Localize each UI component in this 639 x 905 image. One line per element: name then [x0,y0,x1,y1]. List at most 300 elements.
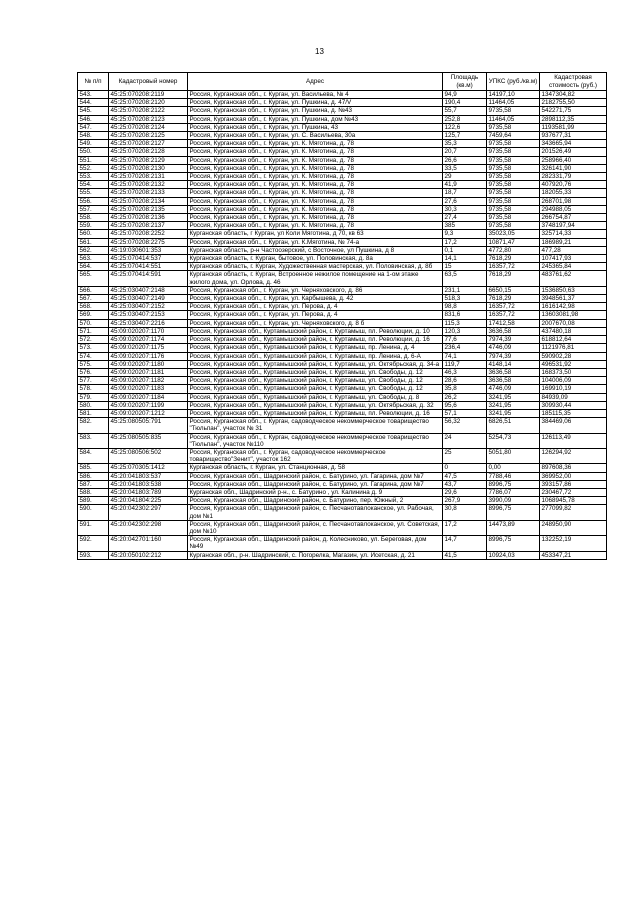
cell-cadastral: 45:25:070208:2136 [109,214,188,222]
cell-cadastral: 45:25:070208:2131 [109,173,188,181]
cell-area: 98,8 [443,303,487,311]
cell-num: 543. [78,91,109,99]
cell-cadastral: 45:20:041803:537 [109,472,188,480]
table-row [78,123,607,131]
cell-cadastral: 45:25:080505:791 [109,418,188,433]
table-row [78,352,607,360]
cell-num: 547. [78,123,109,131]
cell-area: 125,7 [443,132,487,140]
cell-num: 570. [78,319,109,327]
cell-cadastral: 45:20:041804:225 [109,497,188,505]
header-num: № п/п [78,73,109,91]
table-row [78,472,607,480]
cell-num: 557. [78,205,109,213]
cell-area: 77,6 [443,336,487,344]
cell-num: 582. [78,418,109,433]
cell-address: Россия, Курганская обл., Шадринский район, д. Колесниково, ул. Береговая, дом №49 [188,536,443,551]
table-row [78,520,607,535]
cell-area: 122,6 [443,123,487,131]
cell-cost: 542271,75 [540,107,607,115]
cell-cost: 84939,09 [540,393,607,401]
table-row [78,181,607,189]
cell-cadastral: 45:25:070208:2275 [109,238,188,246]
cell-cost: 126294,92 [540,448,607,463]
cell-num: 548. [78,132,109,140]
cell-area: 231,1 [443,286,487,294]
table-row [78,164,607,172]
cell-area: 26,6 [443,156,487,164]
table-header-row [78,73,607,91]
cell-num: 549. [78,140,109,148]
cell-area: 24 [443,433,487,448]
cell-area: 27,6 [443,197,487,205]
header-address: Адрес [188,73,443,91]
cell-cost: 326141,90 [540,164,607,172]
cell-cadastral: 45:09:020207:1180 [109,360,188,368]
cell-area: 41,5 [443,551,487,559]
cell-area: 28,6 [443,377,487,385]
cell-cost: 132252,19 [540,536,607,551]
table-row [78,433,607,448]
table-row [78,480,607,488]
cell-upks: 14197,10 [487,91,540,99]
cell-area: 190,4 [443,99,487,107]
cell-cost: 897608,36 [540,464,607,472]
cell-cost: 230467,72 [540,488,607,496]
cell-area: 35,3 [443,140,487,148]
cell-cost: 282331,79 [540,173,607,181]
cell-upks: 9735,58 [487,140,540,148]
cell-address: Россия, Курганская обл., Куртамышский район, г. Куртамыш, пл. Революции, д. 16 [188,336,443,344]
cell-upks: 16357,72 [487,303,540,311]
table-row [78,385,607,393]
cell-area: 25 [443,448,487,463]
table-row [78,448,607,463]
cell-num: 568. [78,303,109,311]
cell-upks: 7788,46 [487,472,540,480]
cell-cost: 1068945,78 [540,497,607,505]
table-row [78,360,607,368]
cell-cadastral: 45:25:070208:2135 [109,205,188,213]
cell-area: 63,5 [443,271,487,286]
cell-cost: 590902,28 [540,352,607,360]
table-row [78,464,607,472]
cell-address: Россия, Курганская обл., г. Курган, ул. Пушкина, дом №43 [188,115,443,123]
cell-cadastral: 45:25:070208:2137 [109,222,188,230]
table-row [78,393,607,401]
cell-upks: 3990,09 [487,497,540,505]
cell-address: Россия, Курганская обл., г. Курган, ул. К. Мяготина, д. 78 [188,148,443,156]
cell-cost: 393157,86 [540,480,607,488]
cell-cost: 437480,18 [540,327,607,335]
cell-num: 585. [78,464,109,472]
cell-cadastral: 45:25:070208:2252 [109,230,188,238]
cell-num: 589. [78,497,109,505]
cell-upks: 17412,58 [487,319,540,327]
cell-cost: 107417,93 [540,255,607,263]
cell-num: 563. [78,255,109,263]
cell-upks: 4746,09 [487,385,540,393]
table-row [78,189,607,197]
cell-upks: 3636,58 [487,368,540,376]
cell-address: Курганская область, г. Курган, Художественная мастерская, ул. Половинская, д. 8б [188,263,443,271]
cell-address: Россия, Курганская обл., Куртамышский район, г. Куртамыш, ул. Свободы, д. 12 [188,368,443,376]
cell-cadastral: 45:25:070414:537 [109,255,188,263]
cell-num: 579. [78,393,109,401]
cell-address: Курганская область, р-н Частоозерский, с Восточное, ул Пушкина, д 8 [188,246,443,254]
cell-cost: 1347304,82 [540,91,607,99]
page-number: 13 [315,47,324,56]
cell-upks: 4746,09 [487,344,540,352]
cell-cadastral: 45:25:030407:2153 [109,311,188,319]
cell-cadastral: 45:25:070208:2123 [109,115,188,123]
cell-num: 567. [78,295,109,303]
cell-area: 41,9 [443,181,487,189]
cell-cost: 185115,35 [540,409,607,417]
cell-cadastral: 45:25:030407:2216 [109,319,188,327]
cell-upks: 3636,58 [487,327,540,335]
cell-area: 94,9 [443,91,487,99]
cell-area: 35,8 [443,385,487,393]
cell-cost: 937677,31 [540,132,607,140]
table-row [78,319,607,327]
cell-cadastral: 45:25:070305:1412 [109,464,188,472]
table-row [78,107,607,115]
table-row [78,197,607,205]
cell-num: 591. [78,520,109,535]
cell-address: Курганская область, г. Курган, бытовое, ул. Половинская, д. 8а [188,255,443,263]
cell-num: 576. [78,368,109,376]
cell-address: Россия, Курганская обл., г. Курган, ул. К. Мяготина, д. 78 [188,222,443,230]
cell-address: Россия, Курганская обл., г. Курган, ул. К. Мяготина, д. 78 [188,140,443,148]
cell-area: 119,7 [443,360,487,368]
cell-num: 574. [78,352,109,360]
cell-cost: 258966,40 [540,156,607,164]
cell-area: 385 [443,222,487,230]
cell-upks: 9735,58 [487,214,540,222]
cell-cost: 294988,05 [540,205,607,213]
cell-area: 115,3 [443,319,487,327]
table-row [78,91,607,99]
table-row [78,214,607,222]
cell-upks: 4148,14 [487,360,540,368]
cell-upks: 9735,58 [487,197,540,205]
cell-area: 14,7 [443,536,487,551]
cell-cost: 3948561,37 [540,295,607,303]
cell-address: Россия, Курганская обл., Шадринский район, с. Батурино, ул. Гагарина, дом №7 [188,472,443,480]
cell-address: Россия, Курганская обл., Шадринский район, с. Батурино, ул. Гагарина, дом №7 [188,480,443,488]
cell-upks: 7618,29 [487,295,540,303]
cell-num: 578. [78,385,109,393]
cell-num: 560. [78,230,109,238]
cell-num: 575. [78,360,109,368]
cell-cost: 1121976,81 [540,344,607,352]
cell-cost: 266754,87 [540,214,607,222]
cell-cadastral: 45:20:042302:298 [109,520,188,535]
cell-address: Курганская область, г. Курган, Встроенное нежилое помещение на 1-ом этаже жилого дома, ул. Орлова, д. 46 [188,271,443,286]
cell-address: Курганская обл., р-н. Шадринский, с. Погорелка, Магазин, ул. Исетская, д. 21 [188,551,443,559]
cell-num: 562. [78,246,109,254]
cell-area: 30,3 [443,205,487,213]
cell-address: Курганская обл., Шадринский р-н., с. Батурино , ул. Калинина д. 9 [188,488,443,496]
cell-upks: 7974,39 [487,336,540,344]
cell-upks: 7974,39 [487,352,540,360]
table-row [78,505,607,520]
table-row [78,263,607,271]
cadastral-table [77,72,607,560]
cell-upks: 5051,80 [487,448,540,463]
cell-cadastral: 45:20:041803:538 [109,480,188,488]
cell-address: Россия, Курганская обл., Куртамышский район, г. Куртамыш, ул. Свободы, д. 12 [188,377,443,385]
cell-upks: 9735,58 [487,156,540,164]
cell-upks: 9735,58 [487,205,540,213]
cell-cost: 477,28 [540,246,607,254]
cell-area: 17,2 [443,520,487,535]
cell-cost: 1193581,99 [540,123,607,131]
table-row [78,255,607,263]
cell-cost: 169910,19 [540,385,607,393]
cell-num: 544. [78,99,109,107]
cell-area: 74,1 [443,352,487,360]
cell-area: 9,3 [443,230,487,238]
cell-address: Россия, Курганская обл., Куртамышский район, г. Куртамыш, пл. Революции, д. 16 [188,409,443,417]
cell-cadastral: 45:25:070414:591 [109,271,188,286]
table-row [78,409,607,417]
cell-num: 588. [78,488,109,496]
cell-upks: 9735,58 [487,222,540,230]
table-row [78,311,607,319]
cell-upks: 9735,58 [487,148,540,156]
table-row [78,536,607,551]
cell-address: Россия, Курганская обл., Куртамышский район, г. Куртамыш, пр. Ленина, д. 4 [188,344,443,352]
cell-cadastral: 45:09:020207:1183 [109,385,188,393]
cell-area: 29,6 [443,488,487,496]
cell-upks: 3636,58 [487,377,540,385]
cell-area: 236,4 [443,344,487,352]
table-row [78,99,607,107]
cell-cost: 182055,33 [540,189,607,197]
cell-num: 566. [78,286,109,294]
cell-address: Россия, Курганская обл., Куртамышский район, г. Куртамыш, ул. Свободы, д. 8 [188,393,443,401]
cell-num: 554. [78,181,109,189]
cell-cadastral: 45:25:070208:2119 [109,91,188,99]
cell-cadastral: 45:25:070208:2132 [109,181,188,189]
cell-cost: 126113,49 [540,433,607,448]
table-row [78,344,607,352]
table-row [78,246,607,254]
cell-area: 0,1 [443,246,487,254]
cell-cost: 496531,92 [540,360,607,368]
cell-cadastral: 45:25:030407:2149 [109,295,188,303]
cell-address: Россия, Курганская обл., г. Курган, ул. Пушкина, д. №43 [188,107,443,115]
cell-address: Россия, Курганская обл., г. Курган, ул. Перова, д. 4 [188,311,443,319]
cell-address: Россия, Курганская обл., Шадринский район, с. Батурино, пер. Южный, 2 [188,497,443,505]
cell-num: 581. [78,409,109,417]
table-row [78,327,607,335]
cell-cost: 309930,44 [540,401,607,409]
cell-upks: 3241,95 [487,401,540,409]
table-row [78,140,607,148]
cell-area: 26,2 [443,393,487,401]
cell-num: 593. [78,551,109,559]
cell-address: Россия, Курганская обл., г. Курган, ул. К. Мяготина, д. 78 [188,214,443,222]
cell-address: Россия, Курганская обл., Шадринский район, с. Песчанотавлоканское, ул. Рабочая, дом №1 [188,505,443,520]
cell-cost: 13603081,98 [540,311,607,319]
cell-upks: 9735,58 [487,173,540,181]
table-row [78,173,607,181]
cell-cost: 201526,49 [540,148,607,156]
cell-num: 546. [78,115,109,123]
cell-cadastral: 45:25:070208:2129 [109,156,188,164]
cell-address: Россия, Курганская обл., Куртамышский район, г. Куртамыш, пр. Ленина, д. 6-А [188,352,443,360]
cell-area: 57,1 [443,409,487,417]
cell-cost: 268701,98 [540,197,607,205]
cell-area: 15 [443,263,487,271]
cell-area: 47,5 [443,472,487,480]
cell-upks: 14473,89 [487,520,540,535]
cell-upks: 0,00 [487,464,540,472]
cell-num: 571. [78,327,109,335]
cell-upks: 9735,58 [487,164,540,172]
cell-cost: 343665,94 [540,140,607,148]
cell-num: 590. [78,505,109,520]
cell-address: Курганская область, г. Курган, ул. Станционная, д. 58 [188,464,443,472]
cell-area: 831,6 [443,311,487,319]
cell-upks: 9735,58 [487,181,540,189]
cell-upks: 10924,03 [487,551,540,559]
cell-area: 0 [443,464,487,472]
cell-area: 267,9 [443,497,487,505]
cell-cadastral: 45:25:070208:2128 [109,148,188,156]
cell-upks: 16357,72 [487,311,540,319]
cell-area: 518,3 [443,295,487,303]
cell-num: 555. [78,189,109,197]
cell-cadastral: 45:09:020207:1175 [109,344,188,352]
cell-num: 552. [78,164,109,172]
table-row [78,401,607,409]
cell-area: 95,6 [443,401,487,409]
table-row [78,368,607,376]
cell-cadastral: 45:09:020207:1182 [109,377,188,385]
table-row [78,238,607,246]
cell-cadastral: 45:20:050102:212 [109,551,188,559]
cell-num: 586. [78,472,109,480]
cell-address: Россия, Курганская обл., г. Курган, ул. Перова, д. 4 [188,303,443,311]
cell-address: Россия, Курганская обл., г. Курган, ул. Пушкина, д. 47/V [188,99,443,107]
table-row [78,271,607,286]
cell-num: 564. [78,263,109,271]
cell-upks: 16357,72 [487,263,540,271]
cell-area: 43,7 [443,480,487,488]
cell-address: Россия, Курганская обл., г. Курган, ул. К. Мяготина, д. 78 [188,173,443,181]
cell-upks: 7459,64 [487,132,540,140]
cell-upks: 9735,58 [487,107,540,115]
cell-area: 252,8 [443,115,487,123]
cell-cadastral: 45:09:020207:1176 [109,352,188,360]
cell-area: 120,3 [443,327,487,335]
cell-area: 56,32 [443,418,487,433]
table-row [78,418,607,433]
cell-cost: 2007670,08 [540,319,607,327]
cell-cost: 104006,09 [540,377,607,385]
cell-cost: 384469,06 [540,418,607,433]
cell-num: 558. [78,214,109,222]
cell-cost: 186989,21 [540,238,607,246]
cell-num: 569. [78,311,109,319]
cell-upks: 9735,58 [487,123,540,131]
cell-cadastral: 45:25:070208:2133 [109,189,188,197]
cell-cost: 1536850,63 [540,286,607,294]
cell-num: 565. [78,271,109,286]
cell-address: Россия, Курганская обл., г. Курган, ул. Карбышева, д. 42 [188,295,443,303]
cell-cadastral: 45:20:041803:789 [109,488,188,496]
cell-address: Россия, Курганская обл., г. Курган, ул. К.Мяготина, № 74-а [188,238,443,246]
cell-cost: 618812,64 [540,336,607,344]
cell-address: Россия, Курганская обл., г. Курган, ул. К. Мяготина, д. 78 [188,205,443,213]
cell-cost: 3748197,94 [540,222,607,230]
cell-num: 550. [78,148,109,156]
cell-cadastral: 45:25:080505:835 [109,433,188,448]
cell-address: Россия, Курганская обл., г. Курган, садоводческое некоммерческое товарищество "Тюльпан", участок № 31 [188,418,443,433]
cell-address: Россия, Курганская обл., г. Курган, ул. Черняховского, д. 86 [188,286,443,294]
cell-cadastral: 45:25:030407:2152 [109,303,188,311]
cell-cadastral: 45:09:020207:1199 [109,401,188,409]
table-row [78,286,607,294]
table-row [78,148,607,156]
cell-num: 580. [78,401,109,409]
table-row [78,497,607,505]
cell-upks: 11464,05 [487,99,540,107]
table-row [78,551,607,559]
cell-cost: 453347,21 [540,551,607,559]
cell-address: Россия, Курганская обл., г. Курган, ул. К. Мяготина, д. 78 [188,156,443,164]
table-row [78,115,607,123]
cell-address: Россия, Курганская обл., г. Курган, ул. С. Васильева, 30а [188,132,443,140]
cell-cadastral: 45:25:070208:2122 [109,107,188,115]
cell-upks: 7618,29 [487,271,540,286]
table-row [78,336,607,344]
cell-upks: 9735,58 [487,189,540,197]
cell-cost: 2898112,35 [540,115,607,123]
cell-address: Россия, Курганская обл., г. Курган, ул. Пушкина, 43 [188,123,443,131]
cell-address: Россия, Курганская обл., г. Курган, ул. К. Мяготина, д. 78 [188,197,443,205]
cell-area: 18,7 [443,189,487,197]
cell-cost: 245365,84 [540,263,607,271]
cell-area: 17,2 [443,238,487,246]
cell-cadastral: 45:20:042302:297 [109,505,188,520]
cell-upks: 3241,95 [487,409,540,417]
cell-upks: 5254,73 [487,433,540,448]
cell-upks: 8996,75 [487,505,540,520]
header-area: Площадь (кв.м) [443,73,487,91]
cell-upks: 6826,51 [487,418,540,433]
cell-upks: 8996,75 [487,536,540,551]
table-row [78,132,607,140]
cell-upks: 3241,95 [487,393,540,401]
cell-cadastral: 45:25:070208:2120 [109,99,188,107]
cell-cost: 483761,62 [540,271,607,286]
cell-cost: 2182755,50 [540,99,607,107]
cell-area: 14,1 [443,255,487,263]
cell-address: Россия, Курганская обл., г. Курган, ул. К. Мяготина, д. 78 [188,164,443,172]
cell-address: Россия, Курганская обл., Куртамышский район, г. Куртамыш, ул. Свободы, д. 12 [188,385,443,393]
cell-address: Россия, Курганская обл., Шадринский район, с. Песчанотавлоканское, ул. Советская, дом №10 [188,520,443,535]
cell-num: 553. [78,173,109,181]
table-row [78,303,607,311]
cell-upks: 4772,80 [487,246,540,254]
cell-num: 587. [78,480,109,488]
cell-upks: 7618,29 [487,255,540,263]
